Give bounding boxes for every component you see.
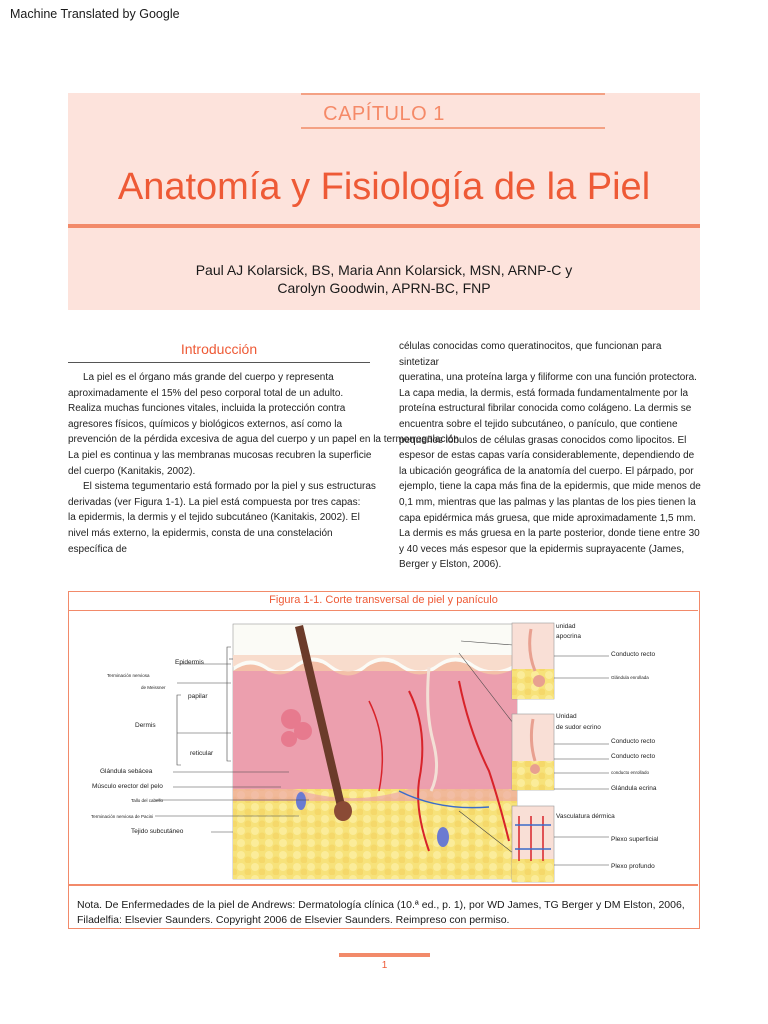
chapter-top-rule xyxy=(301,93,605,95)
text-line: La dermis es más gruesa en la parte posterior, donde tiene entre 30 xyxy=(399,528,700,540)
main-skin-block xyxy=(233,624,517,879)
text-line: capa epidérmica más gruesa, que mide aproximadamente 1,5 mm. xyxy=(399,512,696,524)
label-papilar: papilar xyxy=(188,693,208,700)
label-glandula-ecrina: Glándula ecrina xyxy=(611,785,657,792)
text-line: encuentra sobre el tejido subcutáneo, o panículo, que contiene xyxy=(399,418,678,430)
machine-translation-banner: Machine Translated by Google xyxy=(10,7,180,21)
figure-separator xyxy=(69,884,698,886)
text-line: La piel es el órgano más grande del cuerpo y representa xyxy=(83,372,334,383)
text-line: aproximadamente el 15% del peso corporal total de un adulto. xyxy=(68,387,344,399)
authors xyxy=(68,261,700,297)
intro-heading: Introducción xyxy=(180,341,258,357)
skin-cross-section-illustration xyxy=(69,611,698,883)
text-line: la epidermis, la dermis y el tejido subcutáneo (Kanitakis, 2002). El xyxy=(68,512,360,524)
text-line: del cuerpo (Kanitakis, 2002). xyxy=(68,465,196,477)
label-conducto-recto-a: Conducto recto xyxy=(611,651,656,658)
label-plexo-profundo: Plexo profundo xyxy=(611,863,655,870)
label-plexo-superficial: Plexo superficial xyxy=(611,836,659,843)
text-line: Berger y Elston, 2006). xyxy=(399,559,502,571)
label-ecrino-2: de sudor ecrino xyxy=(556,724,601,731)
text-line: agresores físicos, químicos y biológicos externos, así como la xyxy=(68,418,343,430)
label-glandula-enrollada: Glándula enrollada xyxy=(611,675,649,680)
label-conducto-enrollado: conducto enrollado xyxy=(611,770,650,775)
label-meissner-1: Terminación nerviosa xyxy=(107,673,150,678)
text-line: específica de xyxy=(68,543,127,555)
label-vasculatura: Vasculatura dérmica xyxy=(556,813,615,820)
text-line: El sistema tegumentario está formado por la piel y sus estructuras xyxy=(83,481,376,493)
text-line: células conocidas como queratinocitos, que funcionan para sintetizar xyxy=(399,341,662,368)
authors-line-1: Paul AJ Kolarsick, BS, Maria Ann Kolarsick, MSN, ARNP-C y xyxy=(195,262,573,278)
text-line: proteína estructural fibrilar conocida como colágeno. La dermis se xyxy=(399,403,692,415)
label-reticular: reticular xyxy=(190,750,214,757)
text-line: 0,1 mm, mientras que las palmas y las plantas de los pies tienen la xyxy=(399,496,696,508)
text-line: Realiza muchas funciones vitales, incluida la protección contra xyxy=(68,403,346,415)
figure-title-bar xyxy=(69,592,698,611)
page-number-bar xyxy=(339,953,430,957)
label-subcutaneo: Tejido subcutáneo xyxy=(131,828,184,835)
page-number: 1 xyxy=(381,960,388,971)
text-line: prevención de la pérdida excesiva de agua del cuerpo y un papel en la termorregulación. xyxy=(68,434,462,446)
chapter-label: CAPÍTULO 1 xyxy=(323,103,445,125)
label-apocrine-1: unidad xyxy=(556,623,576,630)
label-dermis: Dermis xyxy=(135,722,156,729)
figure-title: Figura 1-1. Corte transversal de piel y panículo xyxy=(269,594,498,606)
figure-note xyxy=(77,898,687,928)
text-line: queratina, una proteína larga y filiforme con una función protectora. xyxy=(399,372,697,384)
label-epidermis: Epidermis xyxy=(175,659,204,666)
page-title: Anatomía y Fisiología de la Piel xyxy=(117,166,651,208)
text-line: La capa media, la dermis, está formada fundamentalmente por la xyxy=(399,387,689,399)
intro-right-column xyxy=(399,339,701,573)
note-line-1: Nota. De Enfermedades de la piel de Andrews: Dermatología clínica (10.ª ed., p. 1), por WD James, TG Berger y DM Elston, 2006, xyxy=(77,899,685,911)
text-line: derivadas (ver Figura 1-1). La piel está compuesta por tres capas: xyxy=(68,496,361,508)
figure-1-1 xyxy=(68,591,700,929)
title-rule xyxy=(68,224,700,228)
text-line: ejemplo, tiene la capa más fina de la epidermis, que mide menos de xyxy=(399,481,701,493)
label-meissner-2: de Meissner xyxy=(141,685,166,690)
label-pacini: Terminación nerviosa de Pacini xyxy=(91,814,154,819)
label-ecrino-1: Unidad xyxy=(556,713,577,720)
label-conducto-recto-b: Conducto recto xyxy=(611,738,656,745)
label-erector: Músculo erector del pelo xyxy=(92,783,163,790)
label-tallo: Tallo del cabello xyxy=(131,798,164,803)
label-sebacea: Glándula sebácea xyxy=(100,768,153,775)
text-line: pequeños lóbulos de células grasas conocidos como lipocitos. El xyxy=(399,434,687,446)
text-line: la ubicación geográfica de la anatomía del cuerpo. El párpado, por xyxy=(399,465,694,477)
text-line: y 40 veces más espesor que la epidermis suprayacente (James, xyxy=(399,543,685,555)
chapter-bottom-rule xyxy=(301,127,605,129)
label-conducto-recto-c: Conducto recto xyxy=(611,753,656,760)
text-line: espesor de estas capas varía considerablemente, dependiendo de xyxy=(399,450,695,462)
label-apocrine-2: apocrina xyxy=(556,633,581,640)
text-line: La piel es continua y las membranas mucosas recubren la superficie xyxy=(68,449,372,461)
authors-line-2: Carolyn Goodwin, APRN-BC, FNP xyxy=(277,280,491,296)
text-line: nivel más externo, la epidermis, consta de una constelación xyxy=(68,527,333,539)
intro-rule xyxy=(68,362,370,363)
note-line-2: Filadelfia: Elsevier Saunders. Copyright 2006 de Elsevier Saunders. Reimpreso con permiso. xyxy=(77,914,510,926)
